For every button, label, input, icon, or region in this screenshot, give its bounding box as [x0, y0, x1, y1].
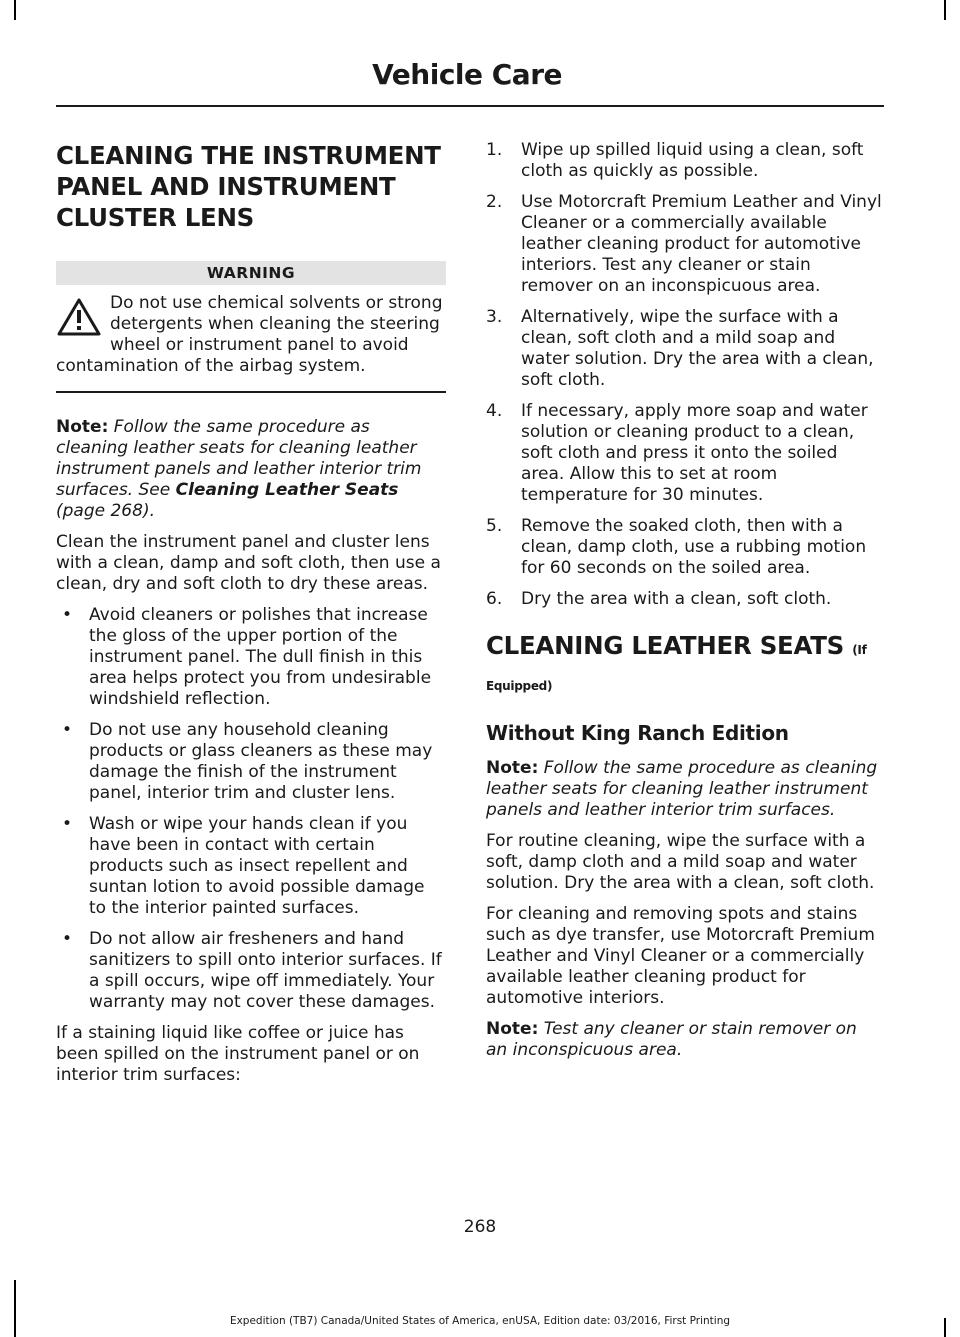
step-item: 4. If necessary, apply more soap and water solution or cleaning product to a clean, soft cloth and press it onto the soiled area. Allow this to set at room temperature for 30 minutes.: [486, 401, 868, 505]
step-item: 6. Dry the area with a clean, soft cloth.: [486, 589, 832, 609]
warning-heading: WARNING: [56, 261, 446, 285]
cleaning-steps: [486, 140, 882, 610]
list-item: • Avoid cleaners or polishes that increase the gloss of the upper portion of the instrument panel. The dull finish in this area helps protect you from undesirable windshield reflection.: [62, 605, 432, 709]
routine-cleaning-paragraph: For routine cleaning, wipe the surface with a soft, damp cloth and a mild soap and water solution. Dry the area with a clean, soft cloth.: [486, 831, 875, 893]
bullet-mark: •: [62, 929, 73, 949]
cross-reference-link[interactable]: Cleaning Leather Seats: [175, 480, 399, 500]
note-label: Note:: [486, 758, 539, 778]
page-number: 268: [463, 1217, 497, 1237]
header-rule: [56, 105, 884, 107]
step-item: 5. Remove the soaked cloth, then with a clean, damp cloth, use a rubbing motion for 60 seconds on the soiled area.: [486, 516, 867, 578]
bullet-mark: •: [62, 814, 73, 834]
bullet-mark: •: [62, 605, 73, 625]
crop-mark-top-right: [944, 0, 946, 20]
warning-text: Do not use chemical solvents or strong detergents when cleaning the steering wheel or instrument panel to avoid contamination of the airbag system.: [56, 293, 443, 376]
crop-mark-bottom-left: [14, 1280, 16, 1337]
note-text: Test any cleaner or stain remover on an inconspicuous area.: [486, 1019, 857, 1060]
page-header-title: Vehicle Care: [372, 58, 562, 91]
step-item: 1. Wipe up spilled liquid using a clean, soft cloth as quickly as possible.: [486, 140, 864, 181]
right-column: [486, 140, 882, 1071]
note-leather-procedure: [56, 417, 446, 522]
intro-paragraph: Clean the instrument panel and cluster lens with a clean, damp and soft cloth, then use a clean, dry and soft cloth to dry these areas.: [56, 532, 441, 594]
subsection-title: Without King Ranch Edition: [486, 721, 789, 745]
list-item: • Do not allow air fresheners and hand sanitizers to spill onto interior surfaces. If a spill occurs, wipe off immediately. Your warranty may not cover these damages.: [62, 929, 442, 1012]
footer-edition: Expedition (TB7) Canada/United States of America, enUSA, Edition date: 03/2016, First Printing: [229, 1315, 731, 1327]
warning-box: [56, 293, 446, 393]
step-item: 3. Alternatively, wipe the surface with a clean, soft cloth and a mild soap and water solution. Dry the area with a clean, soft cloth.: [486, 307, 874, 390]
note-test-cleaner: [486, 1019, 882, 1061]
note-label: Note:: [56, 417, 109, 437]
stain-removal-paragraph: For cleaning and removing spots and stains such as dye transfer, use Motorcraft Premium Leather and Vinyl Cleaner or a commercially available leather cleaning product for automotive interiors.: [486, 904, 875, 1008]
page-reference: (page 268).: [56, 501, 155, 521]
bullet-mark: •: [62, 720, 73, 740]
bullet-list: [56, 605, 446, 1013]
crop-mark-top-left: [14, 0, 16, 20]
section-title-instrument-panel: CLEANING THE INSTRUMENT PANEL AND INSTRUMENT CLUSTER LENS: [56, 141, 441, 232]
closing-paragraph: If a staining liquid like coffee or juice has been spilled on the instrument panel or on interior trim surfaces:: [56, 1023, 420, 1085]
warning-triangle-icon: [56, 297, 102, 337]
list-item: • Wash or wipe your hands clean if you have been in contact with certain products such as insect repellent and suntan lotion to avoid possible damage to the interior painted surfaces.: [62, 814, 425, 918]
note-same-procedure: [486, 758, 882, 821]
note-label: Note:: [486, 1019, 539, 1039]
note-text: Follow the same procedure as cleaning leather seats for cleaning leather instrument panels and leather interior trim surfaces.: [486, 758, 878, 820]
section-title-leather-seats: CLEANING LEATHER SEATS (If Equipped): [486, 631, 867, 693]
note-text: Follow the same procedure as cleaning leather seats for cleaning leather instrument panels and leather interior trim surfaces. See: [56, 417, 422, 500]
left-column: [56, 140, 446, 1096]
step-item: 2. Use Motorcraft Premium Leather and Vinyl Cleaner or a commercially available leather cleaning product for automotive interiors. Test any cleaner or stain remover on an inconspicuous area.: [486, 192, 882, 296]
section-suffix: (If Equipped): [486, 643, 867, 693]
list-item: • Do not use any household cleaning products or glass cleaners as these may damage the finish of the instrument panel, interior trim and cluster lens.: [62, 720, 433, 803]
